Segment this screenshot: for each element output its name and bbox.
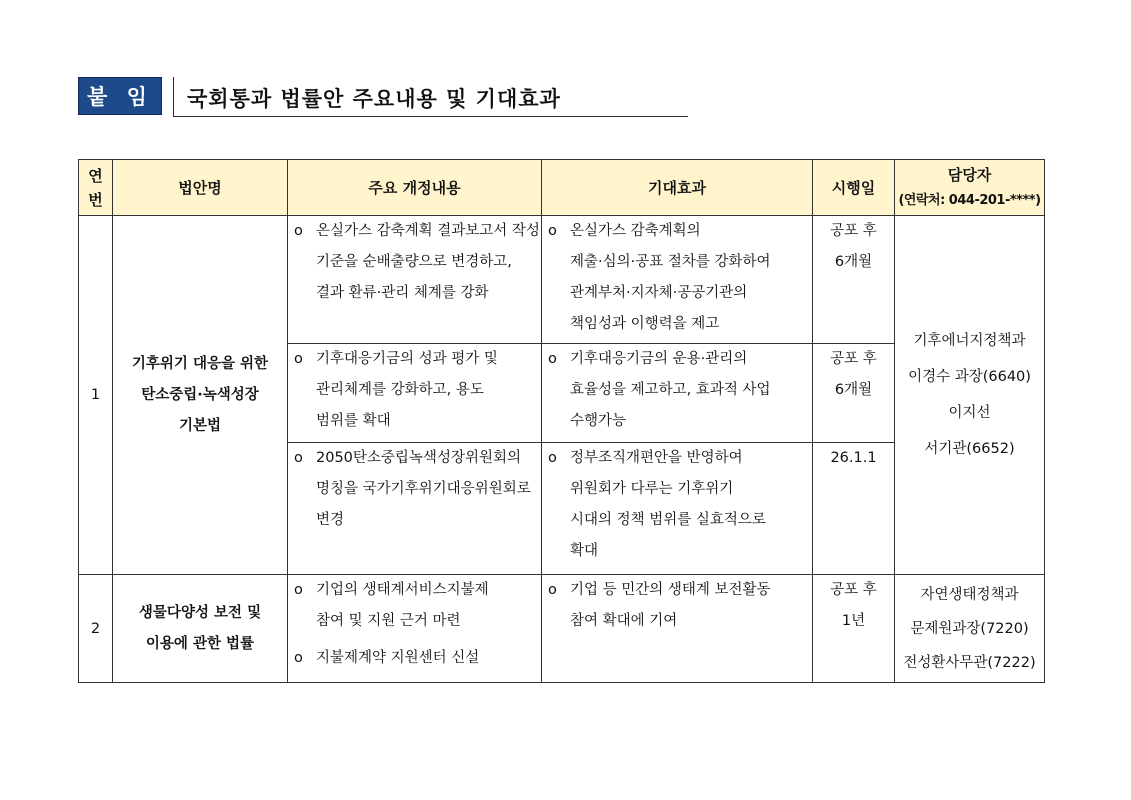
expected-effect	[542, 216, 813, 344]
text-line: 기후에너지정책과	[913, 333, 1026, 349]
text-line: 이용에 관한 법률	[145, 635, 255, 652]
text-line: 효율성을 제고하고, 효과적 사업	[570, 382, 771, 398]
text-line: 시대의 정책 범위를 실효적으로	[570, 512, 766, 528]
text-line: 이경수 과장(6640)	[908, 369, 1031, 385]
text-line: 공포 후	[830, 223, 877, 239]
bullet-icon: o	[294, 450, 303, 466]
text-line: 공포 후	[830, 582, 877, 598]
col-name: 법안명	[113, 160, 288, 216]
text-line: 참여 및 지원 근거 마련	[316, 613, 461, 629]
text-line: 변경	[316, 512, 345, 528]
text-line: 위원회가 다루는 기후위기	[570, 481, 734, 497]
amendment-content	[288, 344, 542, 443]
bullet-icon: o	[294, 650, 303, 666]
contact	[895, 575, 1045, 683]
text-line: 참여 확대에 기여	[570, 613, 678, 629]
text-line: 문제원과장(7220)	[910, 620, 1029, 637]
col-effect: 기대효과	[542, 160, 813, 216]
effective-date	[813, 216, 895, 344]
effective-date	[813, 344, 895, 443]
text-line: 공포 후	[830, 351, 877, 367]
bullet-icon: o	[548, 223, 557, 239]
bullet-icon: o	[548, 351, 557, 367]
law-name	[113, 216, 288, 575]
text-line: 범위를 확대	[316, 413, 391, 429]
text-line: 6개월	[834, 254, 873, 270]
text-line: 온실가스 감축계획의	[570, 223, 701, 239]
amendment-content	[288, 443, 542, 575]
page-title: 국회통과 법률안 주요내용 및 기대효과	[187, 87, 561, 111]
row-number: 2	[79, 575, 113, 683]
col-no: 연 번	[79, 160, 113, 216]
header-row	[79, 160, 1045, 216]
bullet-icon: o	[294, 223, 303, 239]
text-line: 온실가스 감축계획 결과보고서 작성	[316, 223, 540, 239]
law-summary-table	[78, 159, 1045, 683]
text-line: 26.1.1	[830, 450, 877, 466]
amendment-content	[288, 575, 542, 683]
text-line: 지불제계약 지원센터 신설	[316, 650, 480, 666]
text-line: 1년	[841, 613, 866, 629]
bullet-icon: o	[294, 582, 303, 598]
text-line: 기업의 생태계서비스지불제	[316, 582, 489, 598]
law-name	[113, 575, 288, 683]
table-row	[79, 216, 1045, 344]
attachment-badge: 붙 임	[78, 77, 162, 115]
col-date: 시행일	[813, 160, 895, 216]
col-contact: 담당자 (연락처: 044-201-****)	[895, 160, 1045, 216]
row-number: 1	[79, 216, 113, 575]
text-line: 6개월	[834, 382, 873, 398]
text-line: 기후위기 대응을 위한	[131, 355, 269, 372]
bullet-icon: o	[548, 450, 557, 466]
expected-effect	[542, 575, 813, 683]
bullet-icon: o	[294, 351, 303, 367]
text-line: 전성환사무관(7222)	[903, 654, 1036, 671]
text-line: 명칭을 국가기후위기대응위원회로	[316, 481, 531, 497]
amendment-content	[288, 216, 542, 344]
col-content: 주요 개정내용	[288, 160, 542, 216]
contact	[895, 216, 1045, 575]
text-line: 확대	[570, 543, 599, 559]
expected-effect	[542, 344, 813, 443]
text-line: 결과 환류·관리 체계를 강화	[316, 285, 489, 301]
text-line: 2050탄소중립녹색성장위원회의	[316, 450, 521, 466]
effective-date	[813, 575, 895, 683]
text-line: 관리체계를 강화하고, 용도	[316, 382, 484, 398]
text-line: 제출·심의·공표 절차를 강화하여	[570, 254, 771, 270]
text-line: 기후대응기금의 성과 평가 및	[316, 351, 498, 367]
text-line: 생물다양성 보전 및	[138, 604, 262, 621]
text-line: 자연생태정책과	[920, 586, 1019, 603]
text-line: 기후대응기금의 운용·관리의	[570, 351, 748, 367]
text-line: 관계부처·지자체·공공기관의	[570, 285, 748, 301]
effective-date	[813, 443, 895, 575]
text-line: 정부조직개편안을 반영하여	[570, 450, 743, 466]
text-line: 기업 등 민간의 생태계 보전활동	[570, 582, 771, 598]
text-line: 기준을 순배출량으로 변경하고,	[316, 254, 512, 270]
bullet-icon: o	[548, 582, 557, 598]
text-line: 탄소중립·녹색성장	[141, 386, 259, 403]
text-line: 서기관(6652)	[924, 441, 1015, 457]
text-line: 기본법	[178, 417, 222, 434]
text-line: 책임성과 이행력을 제고	[570, 316, 720, 332]
text-line: 수행가능	[570, 413, 627, 429]
table-row	[79, 575, 1045, 683]
expected-effect	[542, 443, 813, 575]
text-line: 이지선	[948, 405, 991, 421]
